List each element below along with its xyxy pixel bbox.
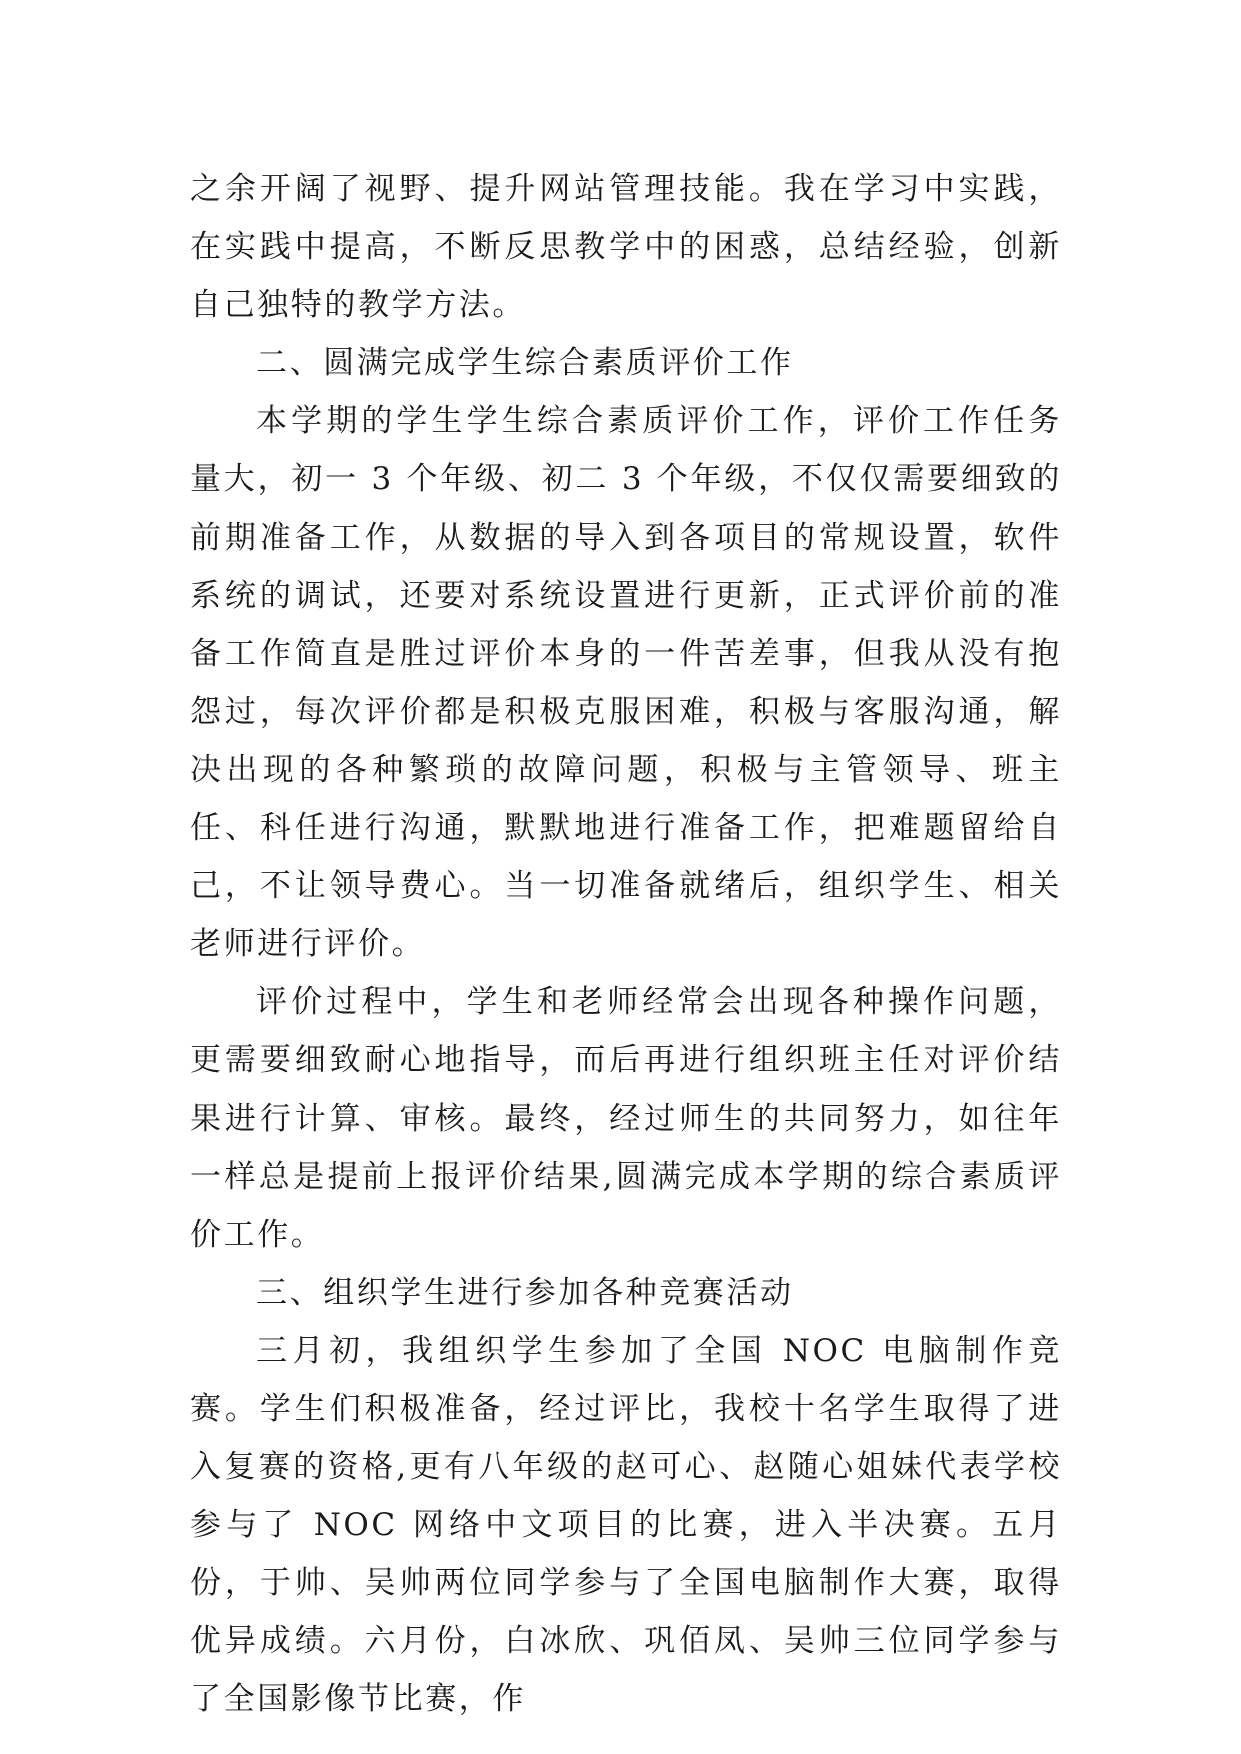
section-heading-3: 三、组织学生进行参加各种竞赛活动: [256, 1274, 794, 1311]
paragraph-competitions: 三月初，我组织学生参加了全国 NOC 电脑制作竞赛。学生们积极准备，经过评比，我校十名学生取得了进入复赛的资格,更有八年级的赵可心、赵随心姐妹代表学校参与了 NOC 网络中文项目的比赛，进入半决赛。五月份，于帅、吴帅两位同学参与了全国电脑制作大赛，取得优异成绩。六月份，白冰欣、巩佰凤、吴帅三位同学参与了全国影像节比赛，作: [190, 1332, 1062, 1718]
paragraph-continuation: 之余开阔了视野、提升网站管理技能。我在学习中实践，在实践中提高，不断反思教学中的困惑，总结经验，创新自己独特的教学方法。: [190, 171, 1062, 324]
section-heading-2: 二、圆满完成学生综合素质评价工作: [256, 345, 794, 382]
document-body: [190, 160, 1062, 1729]
paragraph-evaluation-process: 评价过程中，学生和老师经常会出现各种操作问题，更需要细致耐心地指导，而后再进行组织班主任对评价结果进行计算、审核。最终，经过师生的共同努力，如往年一样总是提前上报评价结果,圆满完成本学期的综合素质评价工作。: [190, 984, 1062, 1253]
paragraph-evaluation-work: 本学期的学生学生综合素质评价工作，评价工作任务量大，初一 3 个年级、初二 3 个年级，不仅仅需要细致的前期准备工作，从数据的导入到各项目的常规设置，软件系统的调试，还要对系统设置进行更新，正式评价前的准备工作简直是胜过评价本身的一件苦差事，但我从没有抱怨过，每次评价都是积极克服困难，积极与客服沟通，解决出现的各种繁琐的故障问题，积极与主管领导、班主任、科任进行沟通，默默地进行准备工作，把难题留给自己，不让领导费心。当一切准备就绪后，组织学生、相关老师进行评价。: [190, 403, 1062, 963]
